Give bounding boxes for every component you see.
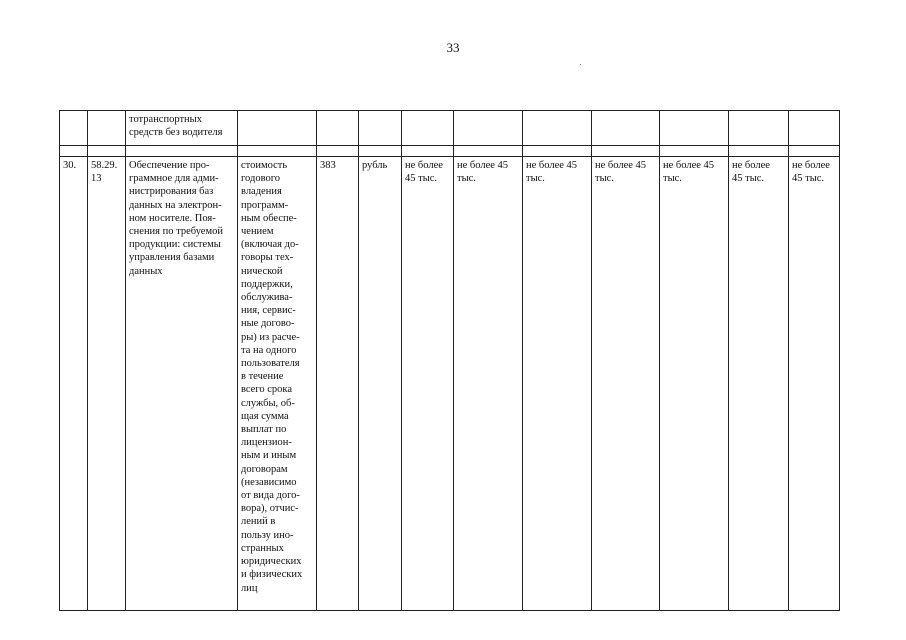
cell-value: не более 45 тыс. bbox=[454, 157, 523, 611]
cell-value bbox=[660, 111, 729, 146]
table-row-continuation bbox=[60, 111, 840, 146]
table-row-30 bbox=[60, 157, 840, 611]
cell-num bbox=[60, 111, 88, 146]
cell-code bbox=[88, 111, 126, 146]
cell-value: не более 45 тыс. bbox=[592, 157, 660, 611]
cell-okei: 383 bbox=[317, 157, 359, 611]
cell-value: не более 45 тыс. bbox=[523, 157, 592, 611]
cell-value bbox=[592, 111, 660, 146]
cell-unit bbox=[359, 111, 402, 146]
cell-description bbox=[126, 111, 238, 146]
scan-speck bbox=[580, 64, 581, 65]
cell-value bbox=[789, 111, 840, 146]
cell-characteristic: стоимость годового владения программ- ным обеспе- чением (включая до- говоры тех- нической поддержки, обслужива- ния, сервис- ные догово- ры) из расче- та на одного пользователя в течение всего срока службы, об- щая сумма выплат по лицензион- ным и иным договорам (независимо от вида дого- вора), отчис- лений в пользу ино- странных юридических и физических лиц bbox=[238, 157, 317, 611]
cell-name: Обеспечение про- граммное для адми- нистрирования баз данных на электрон- ном носителе. Поя- снения по требуемой продукции: системы управления базами данных bbox=[126, 157, 238, 611]
cell-value: не более 45 тыс. bbox=[402, 157, 454, 611]
cell-value: не более 45 тыс. bbox=[660, 157, 729, 611]
cell-value bbox=[402, 111, 454, 146]
cell-num: 30. bbox=[60, 157, 88, 611]
cell-code: 58.29. 13 bbox=[88, 157, 126, 611]
cell-value: не более 45 тыс. bbox=[729, 157, 789, 611]
cell-characteristic bbox=[238, 111, 317, 146]
page-number: 33 bbox=[446, 40, 460, 55]
table-row-gap bbox=[60, 146, 840, 157]
cell-value bbox=[729, 111, 789, 146]
cell-unit: рубль bbox=[359, 157, 402, 611]
cell-okei bbox=[317, 111, 359, 146]
cell-value bbox=[523, 111, 592, 146]
requirements-table bbox=[59, 110, 840, 611]
continuation-text: тотранспортных средств без водителя bbox=[129, 114, 223, 139]
cell-value: не более 45 тыс. bbox=[789, 157, 840, 611]
cell-value bbox=[454, 111, 523, 146]
